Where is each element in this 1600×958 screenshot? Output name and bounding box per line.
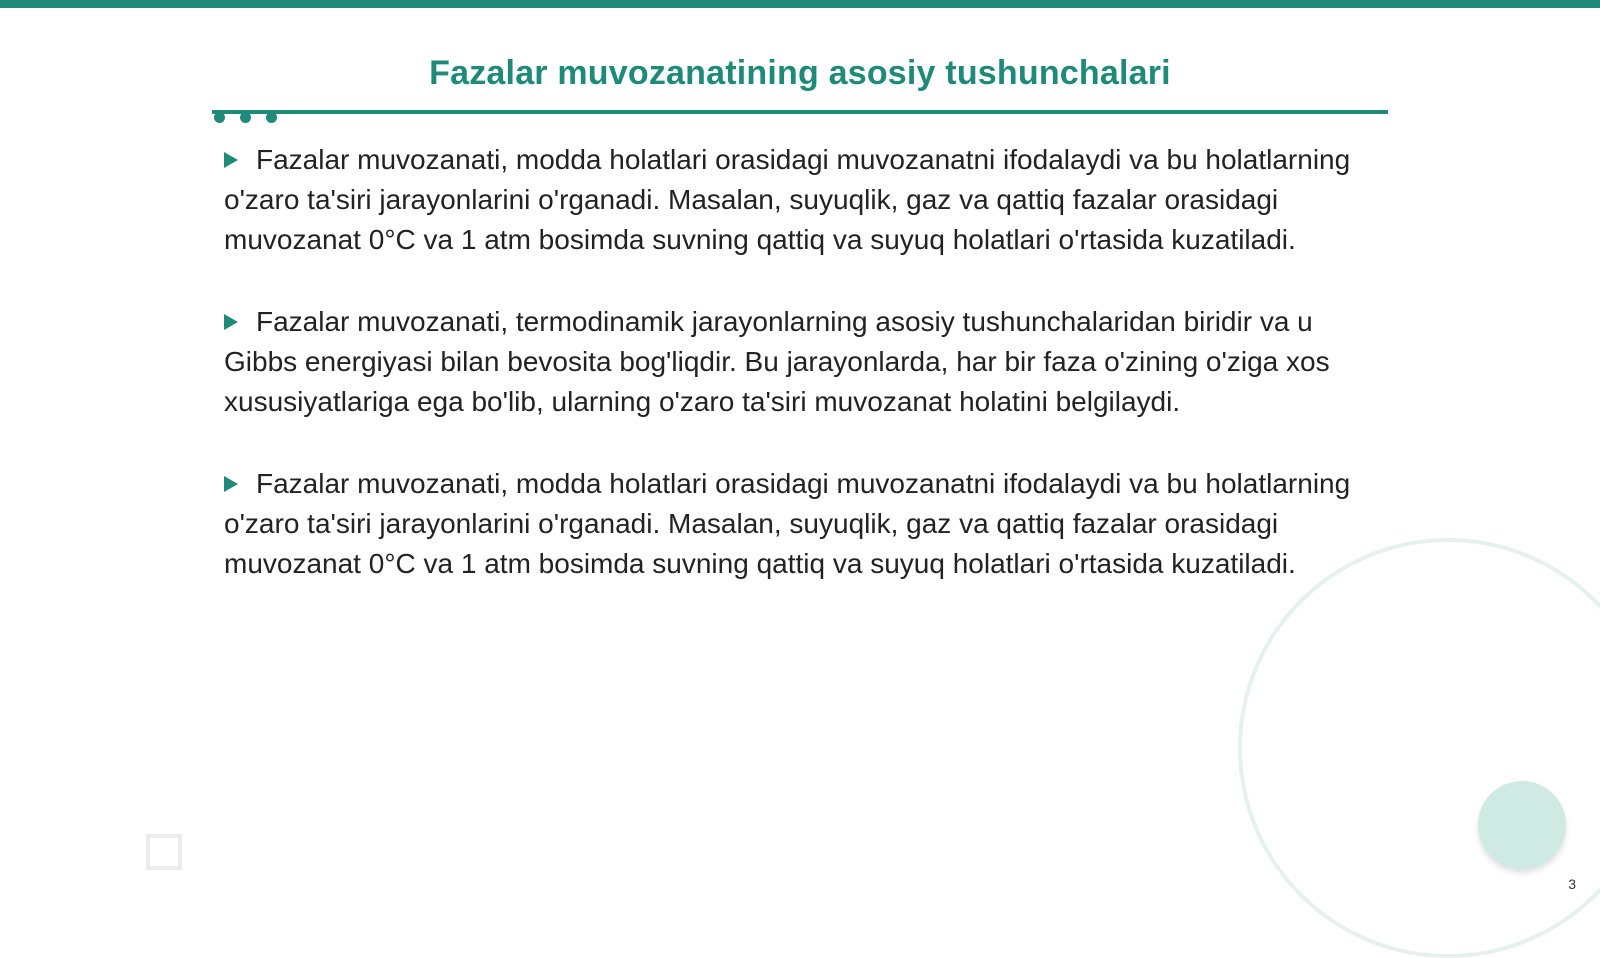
bullet-list [224,140,1364,626]
bullet-item [224,464,1364,584]
bullet-item [224,140,1364,260]
page-number: 3 [1568,876,1576,892]
dot [266,112,277,123]
bullet-text: Fazalar muvozanati, modda holatlari orasidagi muvozanatni ifodalaydi va bu holatlarning o'zaro ta'siri jarayonlarini o'rganadi. Masalan, suyuqlik, gaz va qattiq fazalar orasidagi muvozanat 0°C va 1 atm bosimda suvning qattiq va suyuq holatlari o'rtasida kuzatiladi. [224,144,1351,255]
title-underline-dots [212,112,282,126]
triangle-right-icon [224,152,238,168]
bullet-item [224,302,1364,422]
decorative-circle [1478,781,1566,869]
title-underline [212,110,1388,114]
decorative-square [146,834,182,870]
dot [240,112,251,123]
dot [214,112,225,123]
triangle-right-icon [224,314,238,330]
top-accent-bar [0,0,1600,8]
bullet-text: Fazalar muvozanati, termodinamik jarayonlarning asosiy tushunchalaridan biridir va u Gibbs energiyasi bilan bevosita bog'liqdir. Bu jarayonlarda, har bir faza o'zining o'ziga xos xususiyatlariga ega bo'lib, ularning o'zaro ta'siri muvozanat holatini belgilaydi. [224,306,1330,417]
slide-title: Fazalar muvozanatining asosiy tushunchalari [429,54,1171,92]
bullet-text: Fazalar muvozanati, modda holatlari orasidagi muvozanatni ifodalaydi va bu holatlarning o'zaro ta'siri jarayonlarini o'rganadi. Masalan, suyuqlik, gaz va qattiq fazalar orasidagi muvozanat 0°C va 1 atm bosimda suvning qattiq va suyuq holatlari o'rtasida kuzatiladi. [224,468,1351,579]
triangle-right-icon [224,476,238,492]
